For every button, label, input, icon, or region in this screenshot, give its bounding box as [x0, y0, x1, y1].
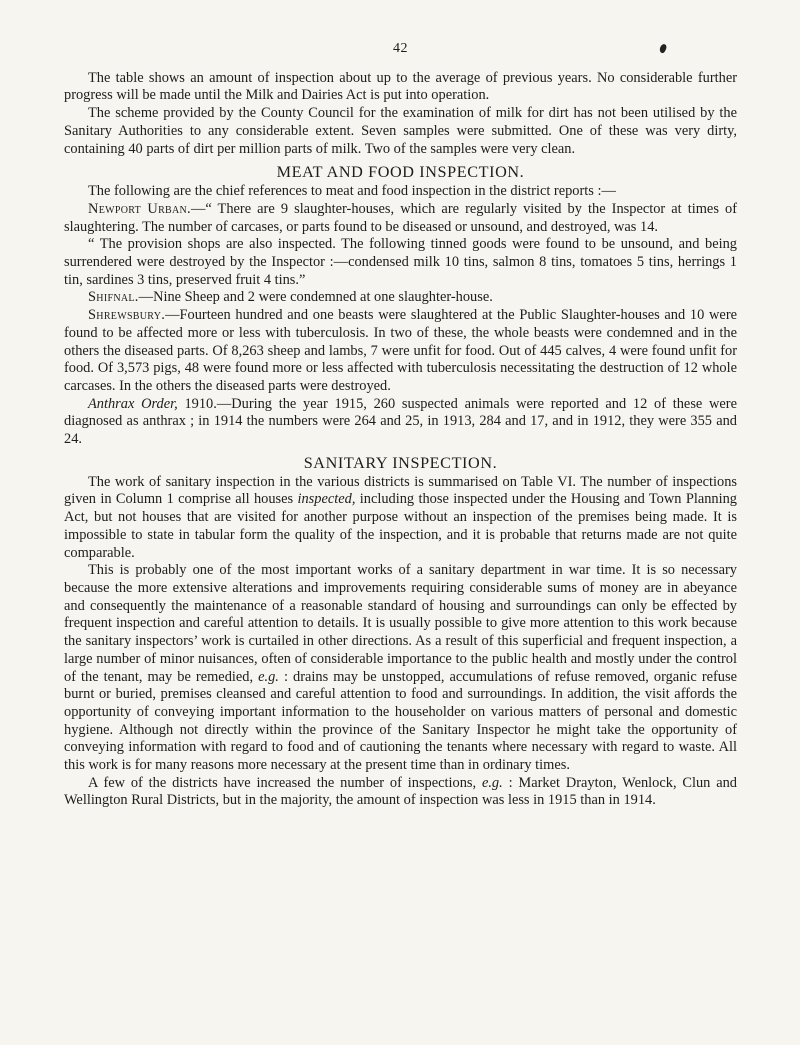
sanitary-p3-end: : Market Drayton, Wenlock, Clun and Wellington Rural Districts, but in the majority, the amount of inspection was less in 1915 than in 1914.: [64, 774, 737, 809]
newport-paragraph: [64, 201, 737, 236]
shrewsbury-text: —Fourteen hundred and one beasts were slaughtered at the Public Slaughter-houses and 10 were found to be affected more or less with tuberculosis. In two of these, the whole beasts were condemned and in the others the diseased parts. Of 8,263 sheep and lambs, 7 were unfit for food. Out of 445 calves, 4 were found unfit for food. Of 3,573 pigs, 48 were found more or less affected with tuberculosis necessitating the destruction of 12 whole carcases. In the others the diseased parts were destroyed.: [64, 307, 737, 394]
shifnal-text: —Nine Sheep and 2 were condemned at one slaughter-house.: [138, 289, 493, 306]
shifnal-paragraph: [64, 289, 737, 307]
page-number: 42: [393, 41, 408, 56]
shrewsbury-paragraph: [64, 307, 737, 396]
shifnal-label: Shifnal.: [88, 289, 139, 306]
intro-paragraph-2: The scheme provided by the County Council for the examination of milk for dirt has not been utilised by the Sanitary Authorities to any considerable extent. Seven samples were submitted. One of these was very dirty, containing 40 parts of dirt per million parts of milk. Two of the samples were very clean.: [64, 105, 737, 157]
sanitary-paragraph-3: [64, 775, 737, 810]
sanitary-paragraph-2: [64, 562, 737, 774]
meat-section-heading: MEAT AND FOOD INSPECTION.: [276, 163, 525, 182]
anthrax-label: Anthrax Order,: [88, 395, 178, 412]
shrewsbury-label: Shrewsbury.: [88, 307, 166, 324]
sanitary-section-heading: SANITARY INSPECTION.: [303, 453, 498, 472]
newport-text: —“ There are 9 slaughter-houses, which are regularly visited by the Inspector at times of slaughtering. The number of carcases, or parts found to be diseased or unsound, and destroyed, was 14.: [64, 200, 737, 235]
meat-intro-paragraph: The following are the chief references to meat and food inspection in the district reports :—: [88, 183, 616, 200]
sanitary-p1-end: including those inspected under the Housing and Town Planning Act, but not houses that are visited for another purpose without an inspection of the premises being made. It is impossible to state in tabular form the quality of the inspection, and it is probable that returns made are not quite comparable.: [64, 491, 737, 561]
newport-label: Newport Urban.: [88, 200, 191, 217]
intro-paragraph-1: The table shows an amount of inspection about up to the average of previous years. No considerable further progress will be made until the Milk and Dairies Act is put into operation.: [64, 69, 737, 104]
provision-shops-paragraph: “ The provision shops are also inspected. The following tinned goods were found to be unsound, and being surrendered were destroyed by the Inspector :—condensed milk 10 tins, salmon 8 tins, tomatoes 5 tins, herrings 1 tin, sardines 3 tins, preserved fruit 4 tins.”: [64, 236, 737, 288]
document-page: [64, 40, 737, 810]
sanitary-p3-eg: e.g.: [476, 774, 503, 791]
sanitary-p2-eg: e.g.: [253, 668, 279, 685]
sanitary-p2-start: This is probably one of the most important works of a sanitary department in war time. It is so necessary because the more extensive alterations and improvements requiring considerable sums of money are in abeyance and consequently the maintenance of a reasonable standard of housing and surroundings can only be effected by frequent inspection and careful attention to details. It is usually possible to give more attention to this work because the sanitary inspectors’ work is curtailed in other directions. As a result of this superficial and frequent inspection, a large number of minor nuisances, often of considerable importance to the public health and mostly under the control of the tenant, may be remedied,: [64, 562, 737, 685]
sanitary-paragraph-1: [64, 474, 737, 563]
sanitary-p2-end: : drains may be unstopped, accumulations of refuse removed, organic refuse burnt or buried, premises cleansed and careful attention to food and surroundings. In addition, the visit affords the opportunity of conveying important information to the householder on various matters of personal and domestic hygiene. Although not directly within the province of the Sanitary Inspector he might take the opportunity of conveying information with regard to food and of cautioning the tenants where necessary with regard to waste. All this work is for many reasons more necessary at the present time than in ordinary times.: [64, 668, 737, 774]
sanitary-p1-start: The work of sanitary inspection in the various districts is summarised on Table VI. The number of inspections given in Column 1 comprise all houses: [64, 473, 737, 508]
anthrax-paragraph: [64, 396, 737, 449]
sanitary-p1-emphasis: inspected,: [297, 491, 356, 508]
anthrax-text: 1910.—During the year 1915, 260 suspected animals were reported and 12 of these were diagnosed as anthrax ; in 1914 the numbers were 264 and 25, in 1913, 284 and 17, and in 1912, they were 355 and 24.: [64, 395, 737, 448]
sanitary-p3-start: A few of the districts have increased the number of inspections,: [88, 774, 477, 791]
